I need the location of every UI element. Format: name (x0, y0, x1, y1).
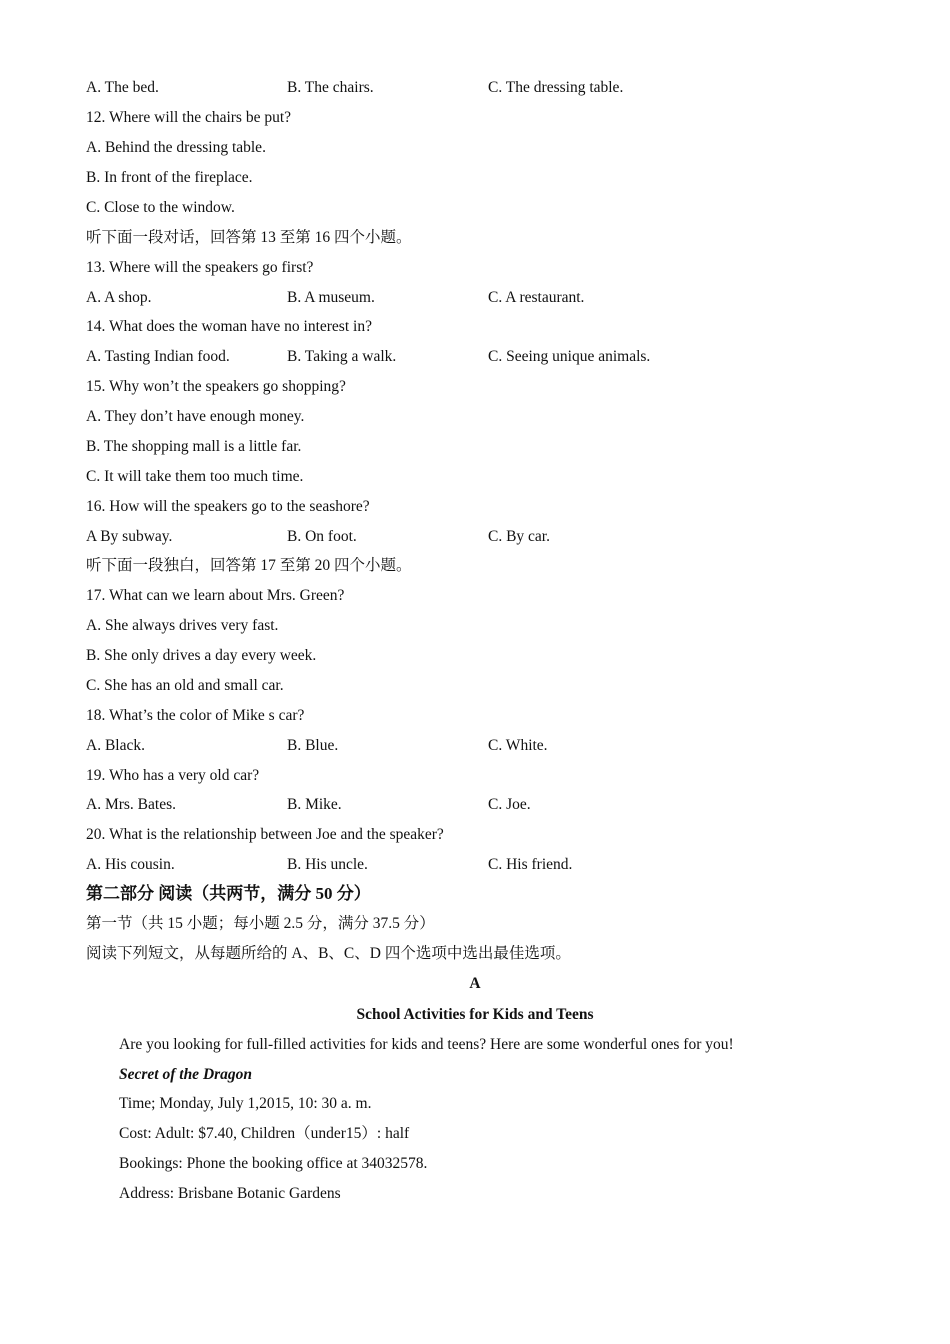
option-a: A By subway. (86, 528, 173, 545)
q17-option-a (0, 614, 950, 638)
question-text: 14. What does the woman have no interest in? (86, 318, 372, 335)
q11-options-row (0, 76, 950, 100)
q15-option-b (0, 435, 950, 459)
option-c: C. Seeing unique animals. (488, 348, 651, 365)
question-text: 12. Where will the chairs be put? (86, 109, 292, 126)
option-c: C. Close to the window. (86, 199, 235, 216)
option-b: B. Blue. (287, 737, 339, 754)
q17-question (0, 584, 950, 608)
instruction-text: 听下面一段独白，回答第 17 至第 20 四个小题。 (86, 557, 412, 574)
option-a: A. Mrs. Bates. (86, 796, 176, 813)
q12-question (0, 106, 950, 130)
question-text: 19. Who has a very old car? (86, 767, 260, 784)
q17-option-c (0, 674, 950, 698)
q14-question (0, 315, 950, 339)
option-a: A. Tasting Indian food. (86, 348, 230, 365)
q12-option-c (0, 196, 950, 220)
option-c: C. A restaurant. (488, 289, 585, 306)
q16-options-row (0, 525, 950, 549)
option-b: B. On foot. (287, 528, 357, 545)
section-one-heading (0, 912, 950, 936)
option-b: B. Taking a walk. (287, 348, 397, 365)
time-text: Time; Monday, July 1,2015, 10: 30 a. m. (119, 1095, 372, 1112)
option-b: B. A museum. (287, 289, 375, 306)
q15-option-a (0, 405, 950, 429)
option-a: A. The bed. (86, 79, 159, 96)
intro-text: Are you looking for full-filled activities for kids and teens? Here are some wonderful ones for you! (119, 1036, 734, 1053)
option-c: C. Joe. (488, 796, 531, 813)
activity-cost (0, 1122, 950, 1146)
option-c: C. His friend. (488, 856, 573, 873)
q20-question (0, 823, 950, 847)
option-a: A. A shop. (86, 289, 152, 306)
cost-text: Cost: Adult: $7.40, Children（under15）: half (119, 1125, 410, 1142)
question-text: 20. What is the relationship between Joe and the speaker? (86, 826, 444, 843)
q13-options-row (0, 286, 950, 310)
passage-intro (0, 1033, 950, 1057)
option-a: A. His cousin. (86, 856, 175, 873)
part-two-heading (0, 882, 950, 906)
reading-instruction (0, 942, 950, 966)
q18-question (0, 704, 950, 728)
option-c: C. The dressing table. (488, 79, 624, 96)
activity-bookings (0, 1152, 950, 1176)
instruction-text: 阅读下列短文，从每题所给的 A、B、C、D 四个选项中选出最佳选项。 (86, 945, 571, 962)
option-a: A. She always drives very fast. (86, 617, 279, 634)
option-a: A. Black. (86, 737, 145, 754)
option-c: C. White. (488, 737, 548, 754)
q12-option-a (0, 136, 950, 160)
q16-question (0, 495, 950, 519)
question-text: 17. What can we learn about Mrs. Green? (86, 587, 345, 604)
instruction-text: 听下面一段对话，回答第 13 至第 16 四个小题。 (86, 229, 412, 246)
option-b: B. His uncle. (287, 856, 368, 873)
option-c: C. She has an old and small car. (86, 677, 284, 694)
q20-options-row (0, 853, 950, 877)
option-b: B. The shopping mall is a little far. (86, 438, 302, 455)
passage-title: School Activities for Kids and Teens (356, 1006, 594, 1023)
instruction-17-20 (0, 554, 950, 578)
q15-option-c (0, 465, 950, 489)
option-b: B. She only drives a day every week. (86, 647, 317, 664)
activity-time (0, 1092, 950, 1116)
option-c: C. By car. (488, 528, 550, 545)
option-a: A. Behind the dressing table. (86, 139, 266, 156)
q19-options-row (0, 793, 950, 817)
address-text: Address: Brisbane Botanic Gardens (119, 1185, 341, 1202)
question-text: 16. How will the speakers go to the seashore? (86, 498, 370, 515)
activity-title-row (0, 1063, 950, 1087)
section-heading-text: 第一节（共 15 小题；每小题 2.5 分，满分 37.5 分） (86, 915, 435, 932)
passage-label-row (0, 972, 950, 996)
question-text: 15. Why won’t the speakers go shopping? (86, 378, 346, 395)
option-b: B. Mike. (287, 796, 342, 813)
option-b: B. The chairs. (287, 79, 374, 96)
part-heading-text: 第二部分 阅读（共两节，满分 50 分） (86, 884, 371, 903)
option-b: B. In front of the fireplace. (86, 169, 253, 186)
activity-title: Secret of the Dragon (119, 1066, 253, 1083)
option-c: C. It will take them too much time. (86, 468, 304, 485)
passage-label: A (469, 975, 481, 992)
bookings-text: Bookings: Phone the booking office at 34032578. (119, 1155, 428, 1172)
instruction-13-16 (0, 226, 950, 250)
question-text: 13. Where will the speakers go first? (86, 259, 314, 276)
q14-options-row (0, 345, 950, 369)
q12-option-b (0, 166, 950, 190)
passage-title-row (0, 1003, 950, 1027)
q13-question (0, 256, 950, 280)
activity-address (0, 1182, 950, 1206)
q15-question (0, 375, 950, 399)
q18-options-row (0, 734, 950, 758)
q19-question (0, 764, 950, 788)
question-text: 18. What’s the color of Mike s car? (86, 707, 305, 724)
option-a: A. They don’t have enough money. (86, 408, 305, 425)
q17-option-b (0, 644, 950, 668)
